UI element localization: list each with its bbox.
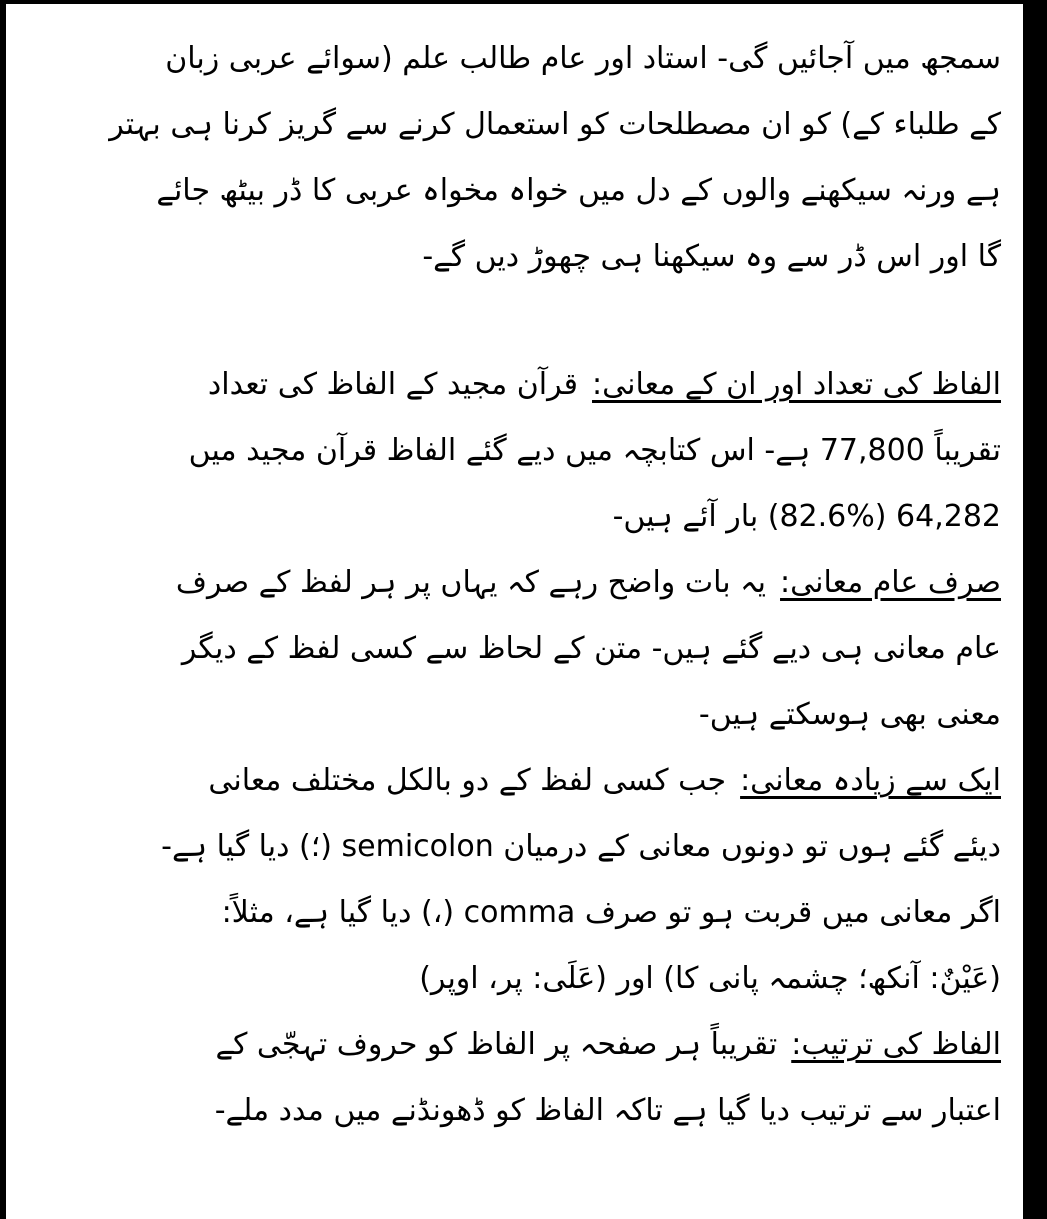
bullet-text: تقریباً ہر صفحہ پر الفاظ کو حروف تہجّی کے xyxy=(215,1027,778,1062)
bullet-text: جب کسی لفظ کے دو بالکل مختلف معانی xyxy=(208,763,727,798)
bullet-list xyxy=(42,352,1001,1144)
bullet-text: اعتبار سے ترتیب دیا گیا ہے تاکہ الفاظ کو ڈھونڈنے میں مدد ملے- xyxy=(214,1093,1001,1128)
intro-line: سمجھ میں آجائیں گی- استاد اور عام طالب علم (سوائے عربی زبان xyxy=(165,41,1001,76)
bullet-text: یہ بات واضح رہے کہ یہاں پر ہر لفظ کے صرف xyxy=(175,565,767,600)
bullet-text: 64,282 (82.6%) بار آئے ہیں- xyxy=(612,499,1001,534)
intro-line: گا اور اس ڈر سے وہ سیکھنا ہی چھوڑ دیں گے- xyxy=(422,239,1001,274)
intro-paragraph xyxy=(42,26,1001,290)
intro-line: ہے ورنہ سیکھنے والوں کے دل میں خواہ مخواہ عربی کا ڈر بیٹھ جائے xyxy=(156,173,1001,208)
bullet-word-order xyxy=(42,1012,1001,1144)
bullet-first-line xyxy=(42,550,1001,616)
bullet-text: دیئے گئے ہوں تو دونوں معانی کے درمیان semicolon (؛) دیا گیا ہے- xyxy=(161,829,1001,864)
bullet-multiple-meanings xyxy=(42,748,1001,1012)
bullet-term: ایک سے زیادہ معانی: xyxy=(740,763,1001,798)
bullet-text: معنی بھی ہوسکتے ہیں- xyxy=(698,697,1001,732)
bullet-term: الفاظ کی تعداد اور ان کے معانی: xyxy=(592,367,1001,402)
bullet-text: تقریباً 77,800 ہے- اس کتابچہ میں دیے گئے الفاظ قرآن مجید میں xyxy=(188,433,1001,468)
bullet-term: الفاظ کی ترتیب: xyxy=(791,1027,1001,1062)
page xyxy=(6,4,1023,1219)
bullet-first-line xyxy=(42,1012,1001,1078)
bullet-text: عام معانی ہی دیے گئے ہیں- متن کے لحاظ سے کسی لفظ کے دیگر xyxy=(181,631,1001,666)
bullet-first-line xyxy=(42,748,1001,814)
document-body xyxy=(42,26,1001,1144)
bullet-text: قرآن مجید کے الفاظ کی تعداد xyxy=(207,367,579,402)
bullet-first-line xyxy=(42,352,1001,418)
bullet-text: اگر معانی میں قربت ہو تو صرف comma (،) دیا گیا ہے، مثلاً: xyxy=(221,895,1001,930)
bullet-text: (عَیْنٌ: آنکھ؛ چشمہ پانی کا) اور (عَلَی: پر، اوپر) xyxy=(419,961,1001,996)
bullet-word-count xyxy=(42,352,1001,550)
bullet-general-meanings xyxy=(42,550,1001,748)
intro-line: کے طلباء کے) کو ان مصطلحات کو استعمال کرنے سے گریز کرنا ہی بہتر xyxy=(109,107,1001,142)
bullet-term: صرف عام معانی: xyxy=(780,565,1001,600)
